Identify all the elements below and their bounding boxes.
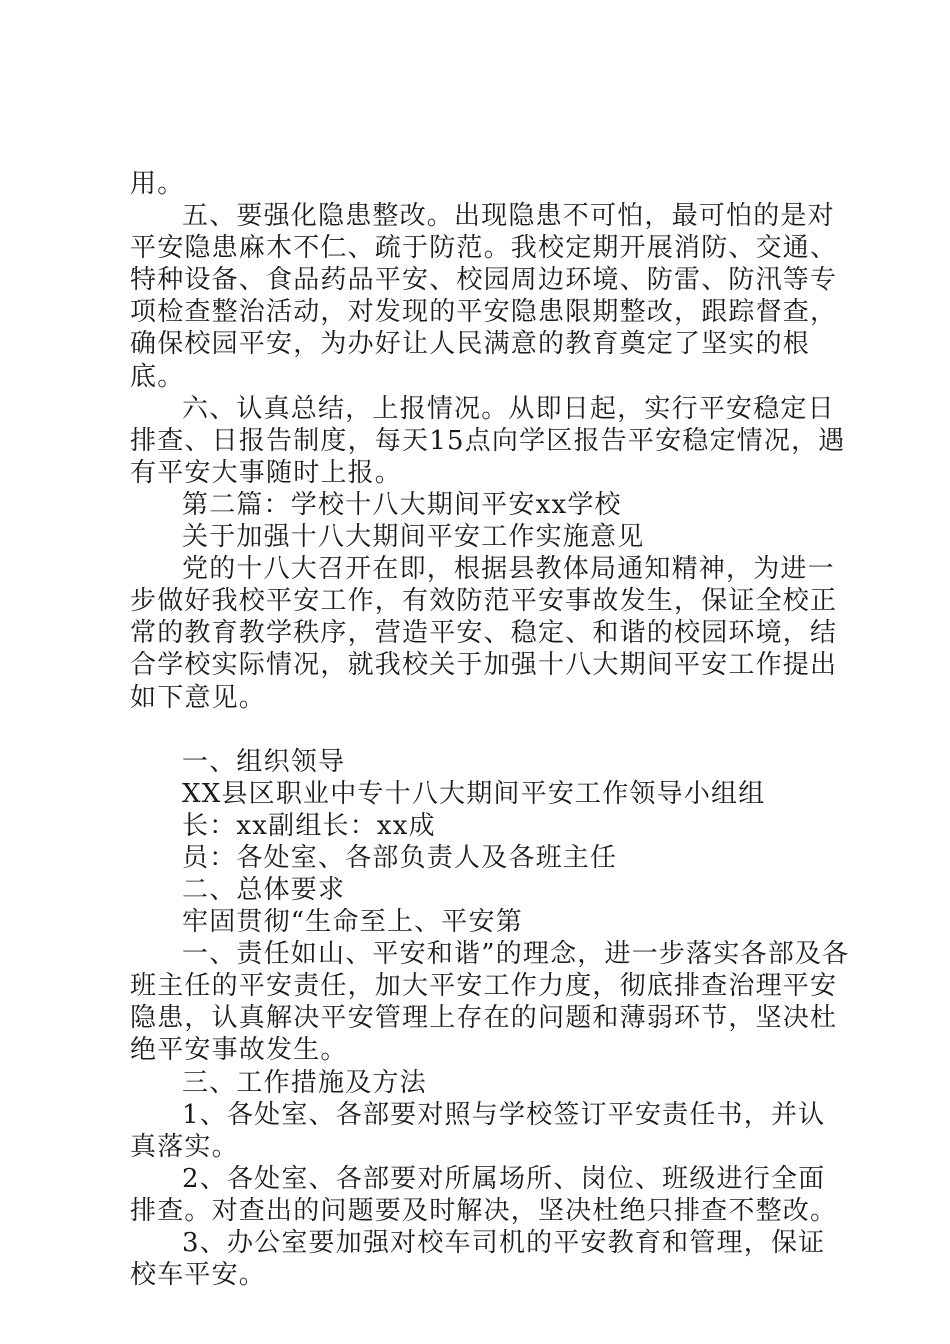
paragraph-continuation: 用。	[130, 169, 185, 199]
heading-organization: 一、组织领导	[182, 746, 346, 777]
document-body	[130, 168, 850, 1291]
paragraph-leadership-group: XX县区职业中专十八大期间平安工作领导小组组	[182, 778, 766, 809]
section-title: 第二篇：学校十八大期间平安xx学校	[182, 489, 622, 520]
paragraph-measure-2: 2、各处室、各部要对所属场所、岗位、班级进行全面排查。对查出的问题要及时解决，坚决杜绝只排查不整改。	[130, 1163, 838, 1226]
document-subtitle: 关于加强十八大期间平安工作实施意见	[182, 522, 645, 553]
heading-measures: 三、工作措施及方法	[182, 1067, 427, 1098]
paragraph-intro: 党的十八大召开在即，根据县教体局通知精神，为进一步做好我校平安工作，有效防范平安事故发生，保证全校正常的教育教学秩序，营造平安、稳定、和谐的校园环境，结合学校实际情况，就我校关于加强十八大期间平安工作提出如下意见。	[130, 554, 838, 713]
paragraph-requirement-intro: 牢固贯彻“生命至上、平安第	[182, 907, 523, 938]
heading-general-requirements: 二、总体要求	[182, 874, 346, 905]
paragraph-measure-3: 3、办公室要加强对校车司机的平安教育和管理，保证校车平安。	[130, 1228, 826, 1291]
paragraph-group-leaders: 长：xx副组长：xx成	[182, 810, 436, 841]
paragraph-item-six: 六、认真总结，上报情况。从即日起，实行平安稳定日排查、日报告制度，每天15点向学区报告平安稳定情况，遇有平安大事随时上报。	[130, 393, 846, 488]
paragraph-item-five: 五、要强化隐患整改。出现隐患不可怕，最可怕的是对平安隐患麻木不仁、疏于防范。我校定期开展消防、交通、特种设备、食品药品平安、校园周边环境、防雷、防汛等专项检查整治活动，对发现的平安隐患限期整改，跟踪督查，确保校园平安，为办好让人民满意的教育奠定了坚实的根底。	[130, 201, 838, 392]
paragraph-measure-1: 1、各处室、各部要对照与学校签订平安责任书，并认真落实。	[130, 1099, 826, 1162]
paragraph-requirement-detail: 一、责任如山、平安和谐”的理念，进一步落实各部及各班主任的平安责任，加大平安工作力度，彻底排查治理平安隐患，认真解决平安管理上存在的问题和薄弱环节，坚决杜绝平安事故发生。	[130, 939, 850, 1066]
blank-line	[130, 714, 850, 746]
paragraph-group-members: 员：各处室、各部负责人及各班主任	[182, 842, 618, 873]
